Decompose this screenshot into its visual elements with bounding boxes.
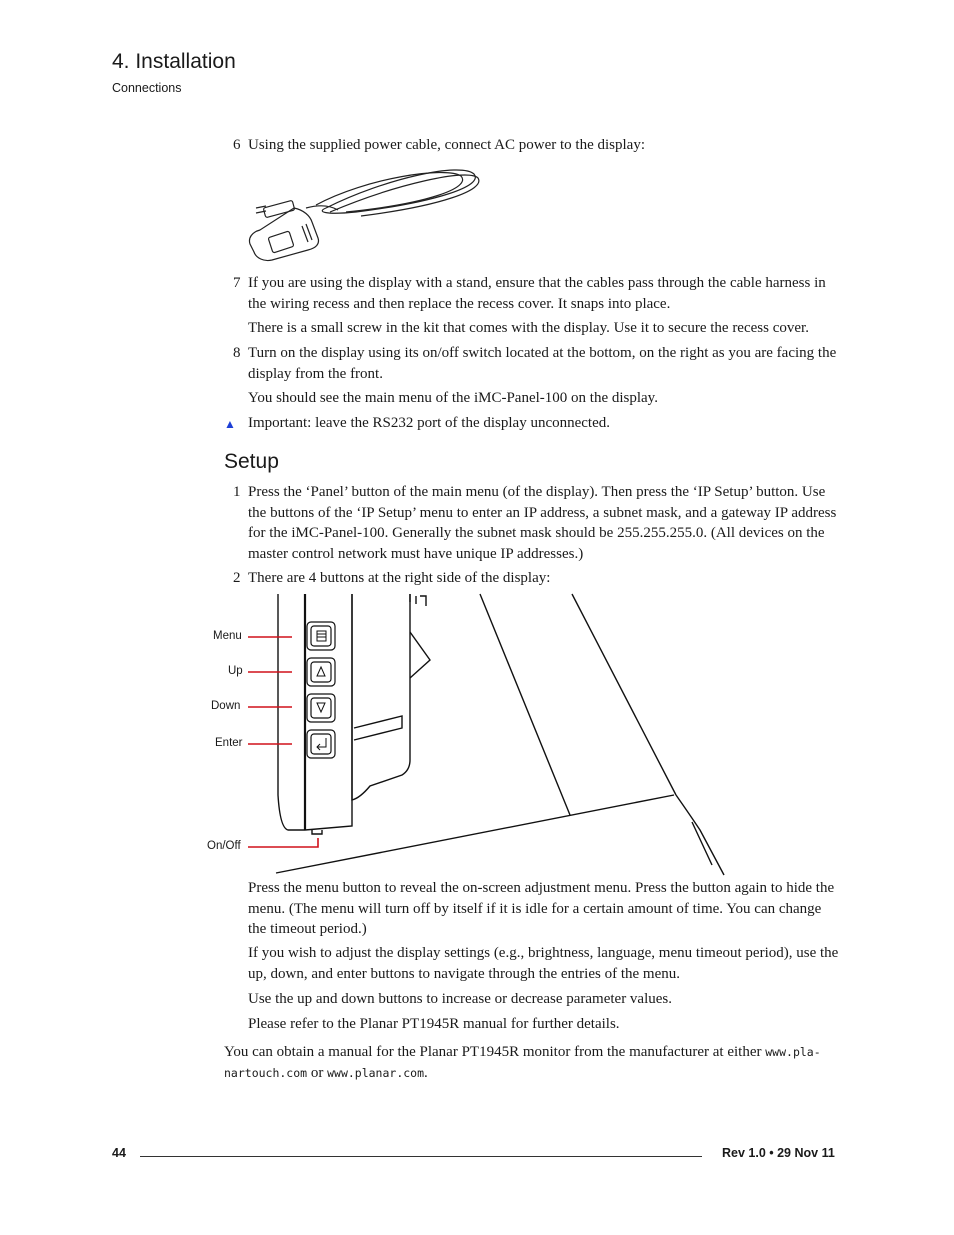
important-text: Important: leave the RS232 port of the display unconnected. xyxy=(248,415,610,431)
refer-manual-paragraph: Please refer to the Planar PT1945R manual for further details. xyxy=(248,1016,620,1032)
manual-or: or xyxy=(307,1064,328,1081)
enter-label: Enter xyxy=(215,737,243,749)
page-number: 44 xyxy=(112,1146,126,1160)
step-number: 7 xyxy=(233,275,241,291)
manual-suffix: . xyxy=(424,1064,428,1081)
step-text: Using the supplied power cable, connect AC power to the display: xyxy=(248,137,645,153)
planartouch-link-b[interactable]: nartouch.com xyxy=(224,1065,308,1080)
planar-link[interactable]: www.planar.com xyxy=(327,1065,425,1080)
manual-prefix: You can obtain a manual for the Planar PT1945R monitor from the manufacturer at either xyxy=(224,1044,766,1060)
down-label: Down xyxy=(211,700,241,712)
section-subtitle: Connections xyxy=(112,81,182,95)
triangle-warning-icon: ▲ xyxy=(224,417,236,431)
manual-paragraph xyxy=(224,1042,849,1083)
chapter-title: 4. Installation xyxy=(112,50,236,73)
step-text: There are 4 buttons at the right side of the display: xyxy=(248,570,551,586)
revision-info: Rev 1.0 • 29 Nov 11 xyxy=(722,1146,835,1160)
adjust-settings-paragraph: If you wish to adjust the display settings (e.g., brightness, language, menu timeout period), use the up, down, and enter buttons to navigate through the entries of the menu. xyxy=(248,945,839,982)
display-buttons-diagram xyxy=(0,590,954,880)
up-label: Up xyxy=(228,665,243,677)
menu-label: Menu xyxy=(213,630,242,642)
setup-heading: Setup xyxy=(224,450,279,473)
step-number: 6 xyxy=(233,137,241,153)
step-number: 2 xyxy=(233,570,241,586)
step-text: Turn on the display using its on/off switch located at the bottom, on the right as you are facing the display from the front. xyxy=(248,345,837,382)
menu-button-paragraph: Press the menu button to reveal the on-screen adjustment menu. Press the button again to hide the menu. (The menu will turn off by itself if it is idle for a certain amount of time. You can change the timeout period.) xyxy=(248,880,835,937)
planartouch-link-a[interactable]: www.pla- xyxy=(765,1045,821,1059)
step-8-note: You should see the main menu of the iMC-Panel-100 on the display. xyxy=(248,390,658,406)
step-text: If you are using the display with a stand, ensure that the cables pass through the cable harness in the wiring recess and then replace the recess cover. It snaps into place. xyxy=(248,275,826,312)
up-down-paragraph: Use the up and down buttons to increase or decrease parameter values. xyxy=(248,991,673,1007)
footer-divider xyxy=(140,1156,702,1157)
step-number: 8 xyxy=(233,345,241,361)
step-number: 1 xyxy=(233,484,241,500)
onoff-label: On/Off xyxy=(207,840,241,852)
step-7-note: There is a small screw in the kit that comes with the display. Use it to secure the recess cover. xyxy=(248,320,809,336)
power-cable-illustration xyxy=(246,160,486,265)
step-text: Press the ‘Panel’ button of the main menu (of the display). Then press the ‘IP Setup’ button. Use the buttons of the ‘IP Setup’ menu to enter an IP address, a subnet mask, and a gateway IP address for the iMC-Panel-100. Generally the subnet mask should be 255.255.255.0. (All devices on the master control network must have unique IP addresses.) xyxy=(248,484,837,562)
